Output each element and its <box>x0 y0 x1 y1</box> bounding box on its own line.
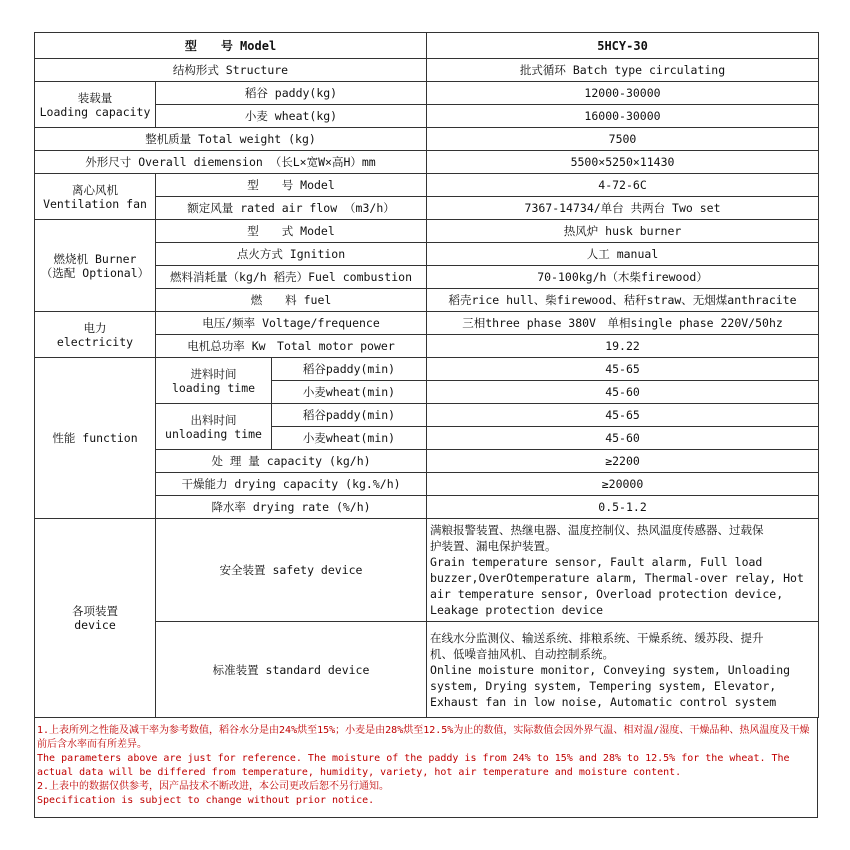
wheat-capacity-label: 小麦 wheat(kg) <box>156 105 427 128</box>
fuel-label: 燃 料 fuel <box>156 289 427 312</box>
standard-line: Online moisture monitor, Conveying system, Unloading <box>430 662 791 677</box>
motor-power-label: 电机总功率 Kw Total motor power <box>156 335 427 358</box>
note-line: 1.上表所列之性能及减干率为参考数值，稻谷水分是由24%烘至15%；小麦是由28%烘至12.5%为止的数值，实际数值会因外界气温、相对温/湿度、干燥品种、热风温度及干燥前后含水率而有所差异。 <box>37 725 810 750</box>
unloading-paddy-value: 45-65 <box>427 404 819 427</box>
burner-label <box>35 220 156 312</box>
capacity-value: ≥2200 <box>427 450 819 473</box>
device-label-cn: 各项装置 <box>72 604 118 618</box>
loading-paddy-label: 稻谷paddy(min) <box>272 358 427 381</box>
structure-label: 结构形式 Structure <box>35 59 427 82</box>
fuel-consumption-value: 70-100kg/h（木柴firewood） <box>427 266 819 289</box>
loading-time-label-cn: 进料时间 <box>190 366 237 381</box>
unloading-paddy-label: 稻谷paddy(min) <box>272 404 427 427</box>
electricity-label-en: electricity <box>56 334 134 349</box>
standard-line: Exhaust fan in low noise, Automatic control system <box>430 694 777 709</box>
capacity-label: 处 理 量 capacity (kg/h) <box>156 450 427 473</box>
standard-device-label: 标准装置 standard device <box>156 622 427 718</box>
ignition-value: 人工 manual <box>427 243 819 266</box>
total-weight-value: 7500 <box>427 128 819 151</box>
total-weight-label: 整机质量 Total weight (kg) <box>35 128 427 151</box>
fan-airflow-value: 7367-14734/单台 共两台 Two set <box>427 197 819 220</box>
wheat-capacity-value: 16000-30000 <box>427 105 819 128</box>
drying-rate-label: 降水率 drying rate (%/h) <box>156 496 427 519</box>
drying-rate-value: 0.5-1.2 <box>427 496 819 519</box>
note-line: 2.上表中的数据仅供参考，因产品技术不断改进，本公司更改后恕不另行通知。 <box>37 781 390 792</box>
loading-wheat-value: 45-60 <box>427 381 819 404</box>
standard-line: 机、低噪音抽风机、自动控制系统。 <box>430 646 615 661</box>
electricity-label <box>35 312 156 358</box>
unloading-wheat-label: 小麦wheat(min) <box>272 427 427 450</box>
fan-model-value: 4-72-6C <box>427 174 819 197</box>
fan-model-label: 型 号 Model <box>156 174 427 197</box>
device-label <box>35 519 156 718</box>
motor-power-value: 19.22 <box>427 335 819 358</box>
spec-table <box>34 32 819 718</box>
notes-box <box>34 718 818 818</box>
voltage-label: 电压/频率 Voltage/frequence <box>156 312 427 335</box>
dimension-value: 5500×5250×11430 <box>427 151 819 174</box>
fan-airflow-label: 额定风量 rated air flow （m3/h） <box>156 197 427 220</box>
loading-capacity-label-cn: 装载量 <box>77 90 113 105</box>
function-label: 性能 function <box>35 358 156 519</box>
fan-label <box>35 174 156 220</box>
fan-label-en: Ventilation fan <box>43 196 147 211</box>
standard-line: system, Drying system, Tempering system, Elevator, <box>430 678 777 693</box>
voltage-value: 三相three phase 380V 单相single phase 220V/50hz <box>427 312 819 335</box>
loading-time-label-en: loading time <box>171 380 256 395</box>
unloading-time-label-cn: 出料时间 <box>190 412 237 427</box>
paddy-capacity-value: 12000-30000 <box>427 82 819 105</box>
paddy-capacity-label: 稻谷 paddy(kg) <box>156 82 427 105</box>
burner-model-label: 型 式 Model <box>156 220 427 243</box>
loading-capacity-label <box>35 82 156 128</box>
ignition-label: 点火方式 Ignition <box>156 243 427 266</box>
safety-line: 满粮报警装置、热继电器、温度控制仪、热风温度传感器、过载保 <box>430 523 764 537</box>
fuel-consumption-label: 燃料消耗量（kg/h 稻壳）Fuel combustion <box>156 266 427 289</box>
dimension-label: 外形尺寸 Overall diemension （长L×宽W×高H）mm <box>35 151 427 174</box>
burner-model-value: 热风炉 husk burner <box>427 220 819 243</box>
burner-label-en: （选配 Optional） <box>40 265 150 280</box>
note-line: The parameters above are just for reference. The moisture of the paddy is from 24% to 15% and 28% to 12.5% for the wheat. The actual data will be differed from temperature, humidity, variety, hot air temperature and moisture content. <box>37 753 790 778</box>
safety-line: Leakage protection device <box>430 603 604 617</box>
loading-paddy-value: 45-65 <box>427 358 819 381</box>
note-line: Specification is subject to change without prior notice. <box>37 795 375 806</box>
fan-label-cn: 离心风机 <box>72 182 118 197</box>
unloading-time-label <box>156 404 272 450</box>
drying-capacity-value: ≥20000 <box>427 473 819 496</box>
loading-wheat-label: 小麦wheat(min) <box>272 381 427 404</box>
model-label: 型 号 Model <box>35 33 427 59</box>
safety-line: air temperature sensor, Overload protection device, <box>430 587 784 601</box>
safety-line: buzzer,OverOtemperature alarm, Thermal-over relay, Hot <box>430 571 804 585</box>
burner-label-cn: 燃烧机 Burner <box>53 251 137 266</box>
loading-time-label <box>156 358 272 404</box>
electricity-label-cn: 电力 <box>83 320 107 335</box>
unloading-time-label-en: unloading time <box>165 426 262 441</box>
device-label-en: device <box>74 618 116 632</box>
loading-capacity-label-en: Loading capacity <box>39 104 151 119</box>
model-value: 5HCY-30 <box>427 33 819 59</box>
fuel-value: 稻壳rice hull、柴firewood、秸秆straw、无烟煤anthracite <box>427 289 819 312</box>
standard-line: 在线水分监测仪、输送系统、排粮系统、干燥系统、缓苏段、提升 <box>430 630 764 645</box>
unloading-wheat-value: 45-60 <box>427 427 819 450</box>
standard-device-value <box>427 622 819 718</box>
structure-value: 批式循环 Batch type circulating <box>427 59 819 82</box>
safety-device-value <box>427 519 819 622</box>
safety-line: 护装置、漏电保护装置。 <box>430 539 557 553</box>
safety-line: Grain temperature sensor, Fault alarm, Full load <box>430 555 763 569</box>
safety-device-label: 安全装置 safety device <box>156 519 427 622</box>
drying-capacity-label: 干燥能力 drying capacity (kg.%/h) <box>156 473 427 496</box>
